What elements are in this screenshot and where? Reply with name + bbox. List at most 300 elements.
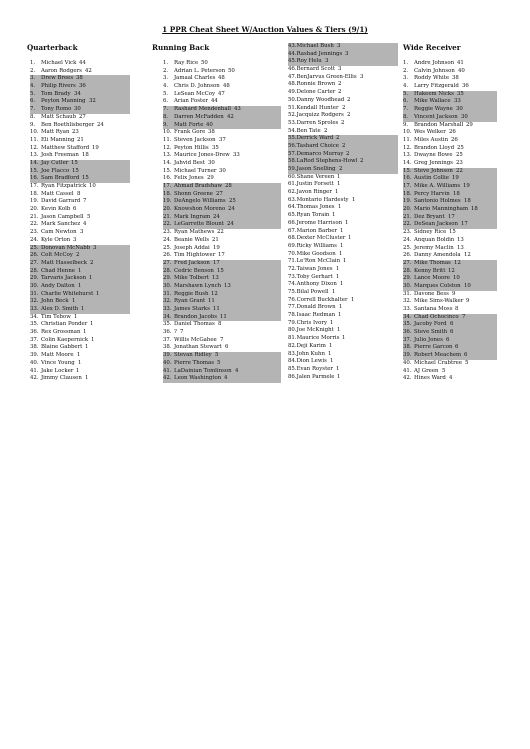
player-row [163, 283, 281, 291]
auction-value: 40 [206, 121, 213, 128]
player-rank: 13. [30, 152, 39, 159]
auction-value: 6 [450, 329, 454, 336]
player-name: Mario Manningham [414, 206, 469, 213]
player-name [288, 281, 337, 289]
player-row [30, 68, 130, 76]
auction-value: 2 [347, 112, 351, 119]
player-name [288, 243, 337, 251]
player-rank: 15. [403, 167, 412, 174]
player-rank: 18. [30, 190, 39, 197]
player-rank: 6. [163, 98, 169, 105]
player-rank: 75. [288, 289, 297, 295]
player-name [288, 374, 334, 382]
player-rank: 61. [288, 181, 297, 188]
player-row [403, 198, 497, 206]
auction-value: 37 [219, 136, 226, 143]
player-name [288, 158, 357, 166]
player-rank: 8. [30, 113, 36, 120]
player-rank: 27. [30, 259, 39, 266]
player-name: Mark Ingram [174, 213, 211, 220]
player-name-text: Kendall Hunter [296, 104, 339, 111]
player-rank: 30. [403, 282, 412, 289]
player-name [288, 351, 325, 359]
player-row [163, 122, 281, 130]
wide-receiver-heading: Wide Receiver [403, 43, 461, 52]
auction-value: 23 [72, 129, 79, 136]
player-row [30, 98, 130, 106]
player-name: Chad Henne [41, 267, 75, 274]
auction-value: 1 [77, 352, 81, 359]
player-row [163, 152, 281, 160]
player-rank: 13. [403, 152, 412, 159]
player-row [163, 237, 281, 245]
player-name-text: Deji Karim [296, 342, 326, 349]
player-rank: 42. [163, 375, 172, 382]
player-name: LeGarrette Blount [174, 221, 224, 228]
player-name: Peyton Manning [41, 98, 86, 105]
player-row [288, 266, 398, 274]
player-name [288, 135, 333, 143]
player-row [30, 129, 130, 137]
auction-value: 2 [336, 135, 340, 142]
player-name [288, 112, 344, 120]
player-row [288, 151, 398, 159]
player-rank: 86. [288, 373, 297, 380]
auction-value: 35 [212, 144, 219, 151]
player-name: Jacoby Ford [414, 321, 447, 328]
player-name: Shonn Greene [174, 190, 213, 197]
auction-value: 10 [464, 282, 471, 289]
player-row [403, 60, 497, 68]
player-row [288, 220, 398, 228]
auction-value: 1 [78, 267, 82, 274]
player-row [163, 145, 281, 153]
player-name [288, 197, 349, 205]
player-row [403, 91, 497, 99]
auction-value: 7 [83, 198, 87, 205]
player-name: Daniel Thomas [174, 321, 215, 328]
player-name: Jay Cutler [41, 159, 69, 166]
player-rank: 17. [163, 183, 172, 189]
player-row [288, 81, 398, 89]
player-rank: 37. [30, 336, 39, 343]
player-row [288, 304, 398, 312]
player-rank: 23. [30, 229, 39, 236]
player-row [30, 283, 130, 291]
player-name: Knowshon Moreno [174, 206, 226, 213]
player-rank: 12. [403, 144, 412, 151]
player-rank: 21. [30, 213, 39, 220]
player-name-text: Le'Ron McClain [296, 258, 341, 265]
auction-value: 4 [449, 375, 453, 382]
player-rank: 40. [163, 359, 172, 366]
player-name: AJ Green [414, 367, 439, 374]
player-name [288, 58, 322, 66]
player-name: Christian Ponder [41, 321, 88, 328]
player-row [288, 297, 398, 305]
player-rank: 13. [163, 152, 172, 159]
player-rank: 44. [288, 50, 297, 57]
auction-value: 15 [72, 167, 79, 174]
player-rank: 29. [30, 275, 39, 282]
auction-value: 1 [83, 329, 87, 336]
player-row [30, 145, 130, 153]
player-row [30, 206, 130, 214]
player-rank: 54. [288, 127, 297, 134]
player-row [403, 122, 497, 130]
player-rank: 78. [288, 312, 297, 319]
player-name: Matt Schaub [41, 113, 77, 120]
player-rank: 25. [403, 244, 412, 251]
player-name: Steve Smith [414, 329, 448, 336]
player-name: Vincent Jackson [414, 113, 458, 120]
player-rank: 3. [163, 75, 169, 82]
player-rank: 4. [30, 83, 36, 90]
auction-value: 6 [225, 344, 229, 351]
player-rank: 22. [163, 221, 172, 228]
player-rank: 23. [403, 229, 412, 236]
auction-value: 24 [228, 206, 235, 213]
auction-value: 44 [211, 98, 218, 105]
player-name-text: Bilal Powell [296, 289, 329, 295]
player-rank: 6. [30, 98, 36, 105]
player-row [403, 83, 497, 91]
player-name: Jason Campbell [41, 213, 84, 220]
player-rank: 48. [288, 81, 297, 88]
player-row [288, 43, 398, 51]
player-name: Cam Newton [41, 229, 77, 236]
auction-value: 26 [451, 136, 458, 143]
auction-value: 30 [208, 159, 215, 166]
player-rank: 56. [288, 142, 297, 149]
player-name: Santonio Holmes [414, 198, 461, 205]
auction-value: 1 [338, 312, 342, 319]
player-name [288, 228, 337, 236]
auction-value: 8 [77, 190, 81, 197]
auction-value: 25 [229, 198, 236, 205]
player-name: Aaron Rodgers [41, 67, 82, 74]
auction-value: 3 [93, 244, 97, 251]
auction-value: 1 [338, 204, 342, 211]
player-name [288, 97, 344, 105]
player-name: Miles Austin [414, 136, 449, 143]
auction-value: 35 [457, 90, 464, 97]
player-rank: 19. [403, 198, 412, 205]
quarterback-list [30, 60, 130, 383]
player-name: Jeremy Maclin [414, 244, 454, 251]
player-rank: 38. [30, 344, 39, 351]
auction-value: 1 [90, 321, 94, 328]
player-row [288, 89, 398, 97]
player-rank: 5. [403, 90, 409, 97]
quarterback-heading: Quarterback [27, 43, 78, 52]
auction-value: 7 [462, 313, 466, 320]
auction-value: 1 [351, 296, 355, 303]
player-name-text: LaRod Stephens-Howl [296, 158, 358, 165]
player-row [163, 60, 281, 68]
auction-value: 2 [341, 119, 345, 126]
auction-value: 50 [201, 60, 208, 66]
auction-value: 29 [207, 175, 214, 182]
auction-value: 38 [76, 75, 83, 82]
player-name: Kenny Britt [414, 267, 446, 274]
player-rank: 31. [163, 290, 172, 297]
auction-value: 15 [217, 267, 224, 274]
player-name: Rex Grossman [41, 329, 81, 336]
player-row [403, 283, 497, 291]
player-row [403, 275, 497, 283]
auction-value: 48 [223, 83, 230, 90]
player-row [403, 206, 497, 214]
player-rank: 34. [163, 313, 172, 320]
player-name-text: Jacquizz Rodgers [296, 112, 344, 119]
player-row [403, 152, 497, 160]
player-name: Leon Washington [174, 375, 222, 382]
player-rank: 33. [163, 306, 172, 312]
player-name: Pierre Garcon [414, 344, 453, 351]
player-row [163, 129, 281, 137]
player-name: Matt Moore [41, 352, 74, 359]
player-rank: 15. [30, 167, 39, 174]
auction-value: 8 [218, 321, 222, 328]
player-name: Brandon Lloyd [414, 144, 455, 151]
player-row [163, 337, 281, 345]
player-row [403, 368, 497, 376]
player-rank: 5. [30, 90, 36, 97]
auction-value: 6 [455, 344, 459, 351]
player-row [403, 314, 497, 322]
player-rank: 7. [403, 106, 409, 113]
player-name-text: John Kuhn [296, 350, 325, 357]
player-rank: 4. [403, 83, 409, 90]
player-name-text: Donald Brown [296, 304, 336, 311]
player-rank: 84. [288, 358, 297, 365]
player-rank: 74. [288, 281, 297, 288]
player-rank: 22. [403, 221, 412, 228]
auction-value: 3 [338, 66, 342, 73]
auction-value: 1 [335, 189, 339, 196]
player-row [163, 175, 281, 183]
player-name: Dwayne Bowe [414, 152, 453, 159]
player-row [403, 337, 497, 345]
player-name-text: Taiwan Jones [296, 265, 333, 272]
auction-value: 1 [76, 367, 80, 374]
player-name-text: Derrick Ward [296, 135, 334, 142]
auction-value: 42 [227, 113, 234, 120]
player-name: Ben Roethlisberger [41, 121, 95, 128]
player-name: Matt Forte [174, 121, 204, 128]
auction-value: 3 [360, 73, 364, 80]
player-name: Greg Jennings [414, 159, 453, 166]
player-rank: 30. [163, 282, 172, 289]
player-name: Joseph Addai [174, 244, 210, 251]
player-rank: 70. [288, 250, 297, 257]
auction-value: 40 [458, 67, 465, 74]
player-rank: 50. [288, 96, 297, 103]
auction-value: 25 [456, 152, 463, 159]
auction-value: 1 [340, 281, 344, 288]
auction-value: 11 [220, 313, 227, 320]
auction-value: 1 [337, 373, 341, 380]
player-row [30, 175, 130, 183]
player-name: Andy Dalton [41, 282, 75, 289]
player-name-text: Ryan Torain [296, 212, 330, 219]
player-rank: 40. [403, 359, 412, 366]
player-name: Sidney Rice [414, 229, 447, 236]
player-name: Ryan Mathews [174, 229, 215, 236]
auction-value: 44 [79, 60, 86, 66]
player-name [288, 366, 333, 374]
player-name: Kevin Kolb [41, 206, 71, 213]
player-rank: 37. [403, 336, 412, 343]
player-rank: 7. [30, 106, 36, 113]
auction-value: 1 [345, 219, 349, 226]
player-name [288, 151, 343, 159]
player-rank: 73. [288, 273, 297, 280]
player-rank: 5. [163, 90, 169, 97]
player-row [403, 191, 497, 199]
auction-value: 22 [456, 167, 463, 174]
player-name [288, 235, 345, 243]
player-row [30, 268, 130, 276]
player-name: Mark Sanchez [41, 221, 81, 228]
player-name-text: Anthony Dixon [296, 281, 337, 288]
player-row [288, 189, 398, 197]
player-rank: 52. [288, 112, 297, 119]
player-rank: 79. [288, 319, 297, 326]
player-rank: 59. [288, 166, 297, 172]
player-name: Jonathan Stewart [174, 344, 222, 351]
player-row [403, 321, 497, 329]
auction-value: 50 [228, 67, 235, 74]
auction-value: 28 [225, 183, 232, 189]
auction-value: 3 [73, 236, 77, 243]
player-row [403, 352, 497, 360]
player-row [30, 91, 130, 99]
auction-value: 22 [217, 229, 224, 236]
player-name [288, 128, 321, 136]
auction-value: 6 [450, 321, 454, 328]
player-row [403, 129, 497, 137]
player-rank: 16. [163, 175, 172, 182]
player-name [288, 320, 327, 328]
auction-value: 17 [218, 252, 225, 259]
player-row [30, 152, 130, 160]
player-name [288, 266, 333, 274]
player-name [288, 204, 335, 212]
player-row [288, 112, 398, 120]
player-row [163, 306, 281, 314]
player-name: Felix Jones [174, 175, 204, 182]
player-name-text: Dion Lewis [296, 358, 327, 365]
player-name: Marshawn Lynch [174, 282, 222, 289]
auction-value: 10 [453, 275, 460, 282]
player-rank: 12. [163, 144, 172, 151]
player-rank: 24. [30, 236, 39, 243]
player-row [163, 75, 281, 83]
player-row [163, 245, 281, 253]
player-row [163, 106, 281, 114]
player-name: Santana Moss [414, 306, 453, 312]
auction-value: 12 [211, 290, 218, 297]
player-rank: 17. [30, 183, 39, 189]
auction-value: 13 [457, 244, 464, 251]
player-row [403, 360, 497, 368]
player-name-text: Joe McKnight [296, 327, 334, 334]
player-rank: 39. [30, 352, 39, 359]
player-name: David Garrard [41, 198, 81, 205]
auction-value: 38 [208, 129, 215, 136]
player-rank: 76. [288, 296, 297, 303]
auction-value: 25 [457, 144, 464, 151]
auction-value: 1 [81, 306, 85, 312]
player-rank: 47. [288, 73, 297, 80]
auction-value: 6 [73, 206, 77, 213]
player-name: Jimmy Clausen [41, 375, 82, 382]
player-row [288, 181, 398, 189]
player-name [288, 43, 334, 51]
player-name: Mike Thomas [414, 259, 451, 266]
player-name [288, 66, 335, 74]
player-rank: 17. [403, 183, 412, 189]
player-rank: 36. [403, 329, 412, 336]
player-rank: 4. [163, 83, 169, 90]
player-rank: 34. [30, 313, 39, 320]
player-row [403, 175, 497, 183]
auction-value: 1 [85, 344, 89, 351]
auction-value: 5 [442, 367, 446, 374]
player-name: Lance Moore [414, 275, 450, 282]
player-name [288, 358, 327, 366]
player-rank: 11. [403, 136, 412, 143]
player-row [288, 327, 398, 335]
auction-value: 13 [212, 275, 219, 282]
player-rank: 25. [30, 244, 39, 251]
player-row [30, 344, 130, 352]
player-row [30, 106, 130, 114]
player-rank: 21. [403, 213, 412, 220]
player-rank: 58. [288, 158, 297, 165]
player-rank: 16. [403, 175, 412, 182]
player-row [288, 97, 398, 105]
player-name-text: Jerome Harrison [296, 219, 343, 226]
player-rank: 41. [163, 367, 172, 374]
auction-value: 15 [71, 159, 78, 166]
player-row [163, 206, 281, 214]
player-name: Larry Fitzgerald [414, 83, 459, 90]
player-rank: 29. [403, 275, 412, 282]
player-rank: 10. [30, 129, 39, 136]
auction-value: 1 [348, 235, 352, 242]
player-row [163, 137, 281, 145]
player-row [288, 105, 398, 113]
wide-receiver-list [403, 60, 497, 383]
auction-value: 30 [461, 113, 468, 120]
player-name: Joe Flacco [41, 167, 70, 174]
player-rank: 14. [30, 159, 39, 166]
auction-value: 18 [471, 206, 478, 213]
player-rank: 25. [163, 244, 172, 251]
player-row [30, 329, 130, 337]
player-row [30, 245, 130, 253]
player-name: Michael Crabtree [414, 359, 463, 366]
player-rank: 14. [403, 159, 412, 166]
player-row [288, 366, 398, 374]
player-row [163, 252, 281, 260]
player-name-text: Javon Ringer [296, 189, 332, 196]
player-name: ? [174, 329, 177, 336]
player-row [163, 275, 281, 283]
